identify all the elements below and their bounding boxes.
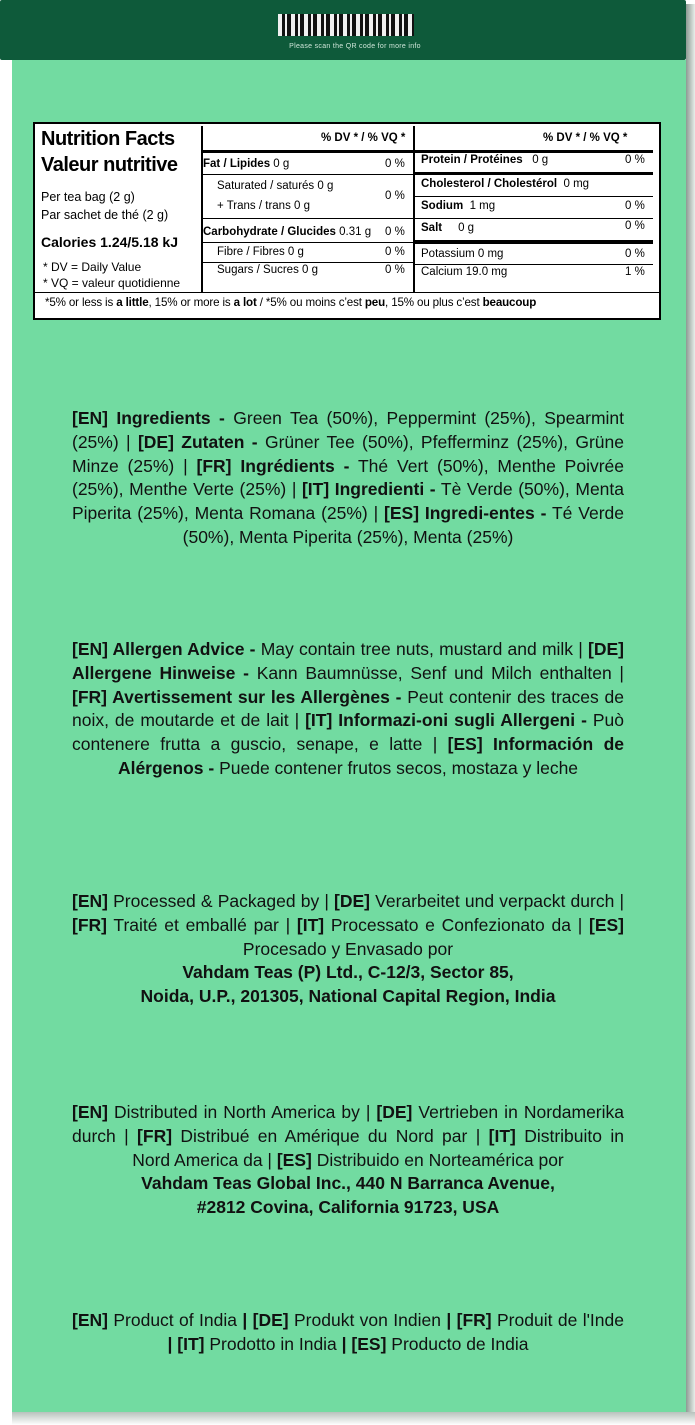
fibre-dv: 0 %: [385, 246, 405, 258]
cholesterol-label: Cholesterol / Cholestérol: [421, 178, 558, 190]
bottom-shadow: [12, 1412, 695, 1425]
distributor-address-1: Vahdam Teas Global Inc., 440 N Barranca Avenue,: [141, 1173, 555, 1194]
processed-block: [EN] Processed & Packaged by | [DE] Verarbeitet und verpackt durch | [FR] Traité et emballé par | [IT] Processato e Confezionato da | [ES] Procesado y Envasado por Vahdam Teas (P) Ltd., C-12/3, Sector 85, Noida, U.P., 201305, National Capital Region, India: [72, 890, 624, 1009]
carb-value: 0.31 g: [339, 226, 372, 238]
row-line: [415, 264, 653, 265]
carb-dv: 0 %: [385, 226, 405, 238]
fat-dv: 0 %: [385, 158, 405, 170]
manufacturer-address-2: Noida, U.P., 201305, National Capital Region, India: [140, 986, 556, 1007]
protein-dv: 0 %: [625, 154, 645, 166]
salt-label: Salt: [421, 222, 443, 234]
row-line: [203, 242, 413, 243]
carb-label: Carbohydrate / Glucides: [203, 226, 336, 238]
divider-thick-right: [415, 150, 653, 153]
dv-footnote: *5% or less is a little, 15% or more is a lot / *5% ou moins c’est peu, 15% ou plus c’est beaucoup: [45, 296, 537, 309]
calories: Calories 1.24/5.18 kJ: [41, 234, 178, 250]
distributor-address-2: #2812 Covina, California 91723, USA: [196, 1197, 500, 1218]
potassium-dv: 0 %: [625, 248, 645, 260]
fat-label: Fat / Lipides: [203, 158, 271, 170]
sugars-dv: 0 %: [385, 264, 405, 276]
dv-legend-en: * DV = Daily Value: [43, 260, 142, 274]
row-line: [415, 196, 653, 197]
nutrition-facts-table: [33, 122, 661, 320]
dv-header-right: % DV * / % VQ *: [543, 132, 628, 144]
row-line-thick: [415, 240, 653, 244]
nutrition-title-en: Nutrition Facts: [41, 128, 175, 150]
fat-value: 0 g: [273, 158, 290, 170]
allergen-block: [EN] Allergen Advice - May contain tree nuts, mustard and milk | [DE] Allergene Hinweise - Kann Baumnüsse, Senf und Milch enthalten | [FR] Avertissement sur les Allergènes - Peut contenir des traces de noix, de moutarde et de lait | [IT] Informazi-oni sugli Allergeni - Può contenere frutta a guscio, senape, e latte | [ES] Información de Alérgenos - Puede contener frutos secos, mostaza y leche: [72, 639, 625, 778]
row-line-thick: [415, 172, 653, 175]
divider-footnote: [35, 292, 659, 293]
side-shadow: [686, 4, 695, 1418]
sodium-dv: 0 %: [625, 200, 645, 212]
sodium-value: 1 mg: [469, 200, 496, 212]
package-header: [0, 0, 686, 60]
protein-label: Protein / Protéines: [421, 154, 523, 166]
fibre-label: Fibre / Fibres 0 g: [217, 246, 304, 258]
saturated-dv: 0 %: [385, 190, 405, 202]
sugars-label: Sugars / Sucres 0 g: [217, 264, 318, 276]
calcium-dv: 1 %: [625, 266, 645, 278]
header-small-text: Please scan the QR code for more info: [289, 43, 421, 50]
row-line: [203, 262, 413, 263]
product-of-block: [EN] Product of India | [DE] Produkt von Indien | [FR] Produit de l'Inde | [IT] Prodotto in India | [ES] Producto de India: [72, 1310, 624, 1354]
dv-header-left: % DV * / % VQ *: [321, 132, 406, 144]
salt-value: 0 g: [458, 222, 475, 234]
dv-legend-fr: * VQ = valeur quotidienne: [43, 276, 181, 290]
protein-value: 0 g: [532, 154, 549, 166]
potassium-label: Potassium 0 mg: [421, 248, 504, 260]
calcium-label: Calcium 19.0 mg: [421, 266, 508, 278]
serving-size-fr: Par sachet de thé (2 g): [41, 208, 169, 222]
row-line: [203, 218, 413, 219]
trans-label: + Trans / trans 0 g: [217, 200, 311, 212]
divider-thick-left: [203, 150, 413, 153]
ingredients-block: [EN] Ingredients - Green Tea (50%), Peppermint (25%), Spearmint (25%) | [DE] Zutaten - Grüner Tee (50%), Pfefferminz (25%), Grüne Minze (25%) | [FR] Ingrédients - Thé Vert (50%), Menthe Poivrée (25%), Menthe Verte (25%) | [IT] Ingredienti - Tè Verde (50%), Menta Piperita (25%), Menta Romana (25%) | [ES] Ingredi-entes - Té Verde (50%), Menta Piperita (25%), Menta (25%): [72, 408, 625, 547]
cholesterol-value: 0 mg: [563, 178, 590, 190]
saturated-label: Saturated / saturés 0 g: [217, 180, 334, 192]
nutrition-title-fr: Valeur nutritive: [41, 154, 178, 176]
distributed-block: [EN] Distributed in North America by | [DE] Vertrieben in Nordamerika durch | [FR] Distribué en Amérique du Nord par | [IT] Distribuito in Nord America da | [ES] Distribuido en Norteamérica por Vahdam Teas Global Inc., 440 N Barranca Avenue, #2812 Covina, California 91723, USA: [72, 1101, 624, 1220]
row-line: [203, 174, 413, 175]
sodium-label: Sodium: [421, 200, 464, 212]
qr-code-icon: [278, 14, 414, 36]
row-line: [415, 218, 653, 219]
manufacturer-address-1: Vahdam Teas (P) Ltd., C-12/3, Sector 85,: [182, 962, 514, 983]
salt-dv: 0 %: [625, 220, 645, 232]
serving-size-en: Per tea bag (2 g): [41, 190, 135, 204]
